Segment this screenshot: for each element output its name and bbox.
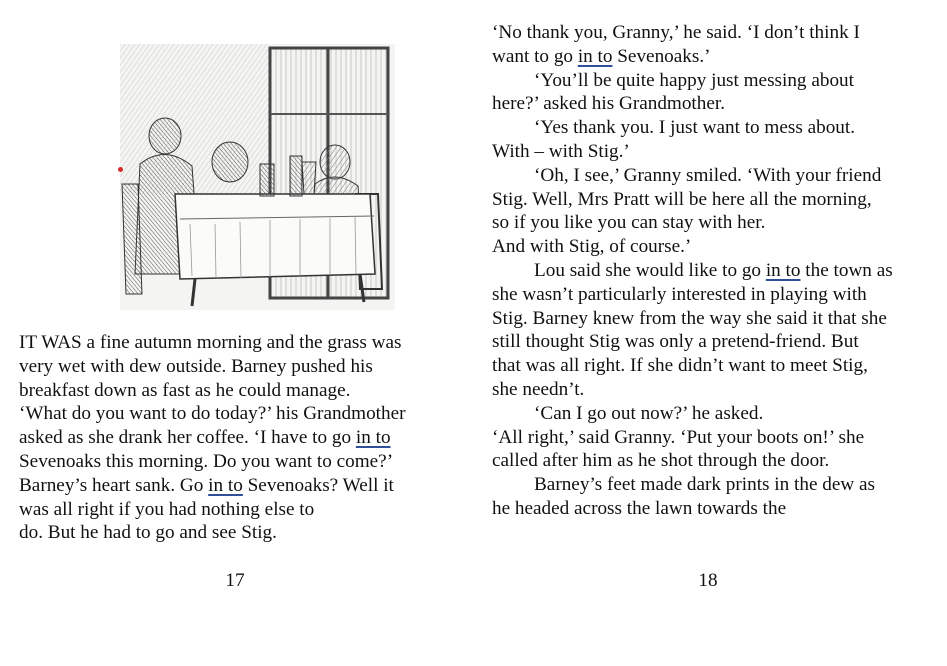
text-line: ‘Can I go out now?’ he asked. xyxy=(534,402,764,424)
underlined-phrase: in to xyxy=(765,259,801,281)
page-number-left: 17 xyxy=(225,570,245,591)
text-line: still thought Stig was only a pretend-friend. But xyxy=(492,331,859,353)
left-page-text xyxy=(19,331,459,545)
text-line: here?’ asked his Grandmother. xyxy=(492,93,726,115)
underlined-phrase: in to xyxy=(208,474,243,496)
text-line: ‘All right,’ said Granny. ‘Put your boots on!’ she xyxy=(492,426,865,448)
text-line: do. But he had to go and see Stig. xyxy=(19,522,277,544)
right-page-text xyxy=(492,21,932,521)
text-line: very wet with dew outside. Barney pushed his xyxy=(19,355,373,377)
text-line: she wasn’t particularly interested in playing with xyxy=(492,283,867,305)
text-line: And with Stig, of course.’ xyxy=(492,236,692,258)
page-number-right: 18 xyxy=(698,570,718,591)
text-line: she needn’t. xyxy=(492,378,585,400)
text-line: that was all right. If she didn’t want to meet Stig, xyxy=(492,355,868,377)
text-line: want to go in to Sevenoaks.’ xyxy=(492,45,711,67)
left-page xyxy=(0,0,470,666)
text-line: asked as she drank her coffee. ‘I have to go in to xyxy=(19,427,391,449)
text-line: ‘What do you want to do today?’ his Grandmother xyxy=(19,403,406,425)
text-line: he headed across the lawn towards the xyxy=(492,497,787,519)
text-line: Stig. Well, Mrs Pratt will be here all the morning, xyxy=(492,188,872,210)
text-line: Sevenoaks this morning. Do you want to come?’ xyxy=(19,450,394,472)
text-line: Barney’s heart sank. Go in to Sevenoaks? Well it xyxy=(19,474,394,496)
text-line: so if you like you can stay with her. xyxy=(492,212,766,234)
underlined-phrase: in to xyxy=(355,427,391,449)
text-line: Lou said she would like to go in to the town as xyxy=(534,259,893,281)
text-line: ‘No thank you, Granny,’ he said. ‘I don’t think I xyxy=(492,22,860,43)
text-line: called after him as he shot through the door. xyxy=(492,450,830,472)
breakfast-table-illustration xyxy=(120,44,395,310)
text-line: was all right if you had nothing else to xyxy=(19,498,315,520)
text-line: ‘You’ll be quite happy just messing about xyxy=(534,69,854,91)
text-line: IT WAS a fine autumn morning and the grass was xyxy=(19,332,402,353)
text-line: With – with Stig.’ xyxy=(492,140,630,162)
text-line: ‘Oh, I see,’ Granny smiled. ‘With your friend xyxy=(534,164,882,186)
text-line: ‘Yes thank you. I just want to mess about. xyxy=(534,117,856,139)
red-marker-dot xyxy=(118,167,123,172)
text-line: breakfast down as fast as he could manage. xyxy=(19,379,351,401)
right-page xyxy=(470,0,947,666)
text-line: Stig. Barney knew from the way she said it that she xyxy=(492,307,887,329)
underlined-phrase: in to xyxy=(577,45,613,67)
text-line: Barney’s feet made dark prints in the dew as xyxy=(534,474,875,496)
